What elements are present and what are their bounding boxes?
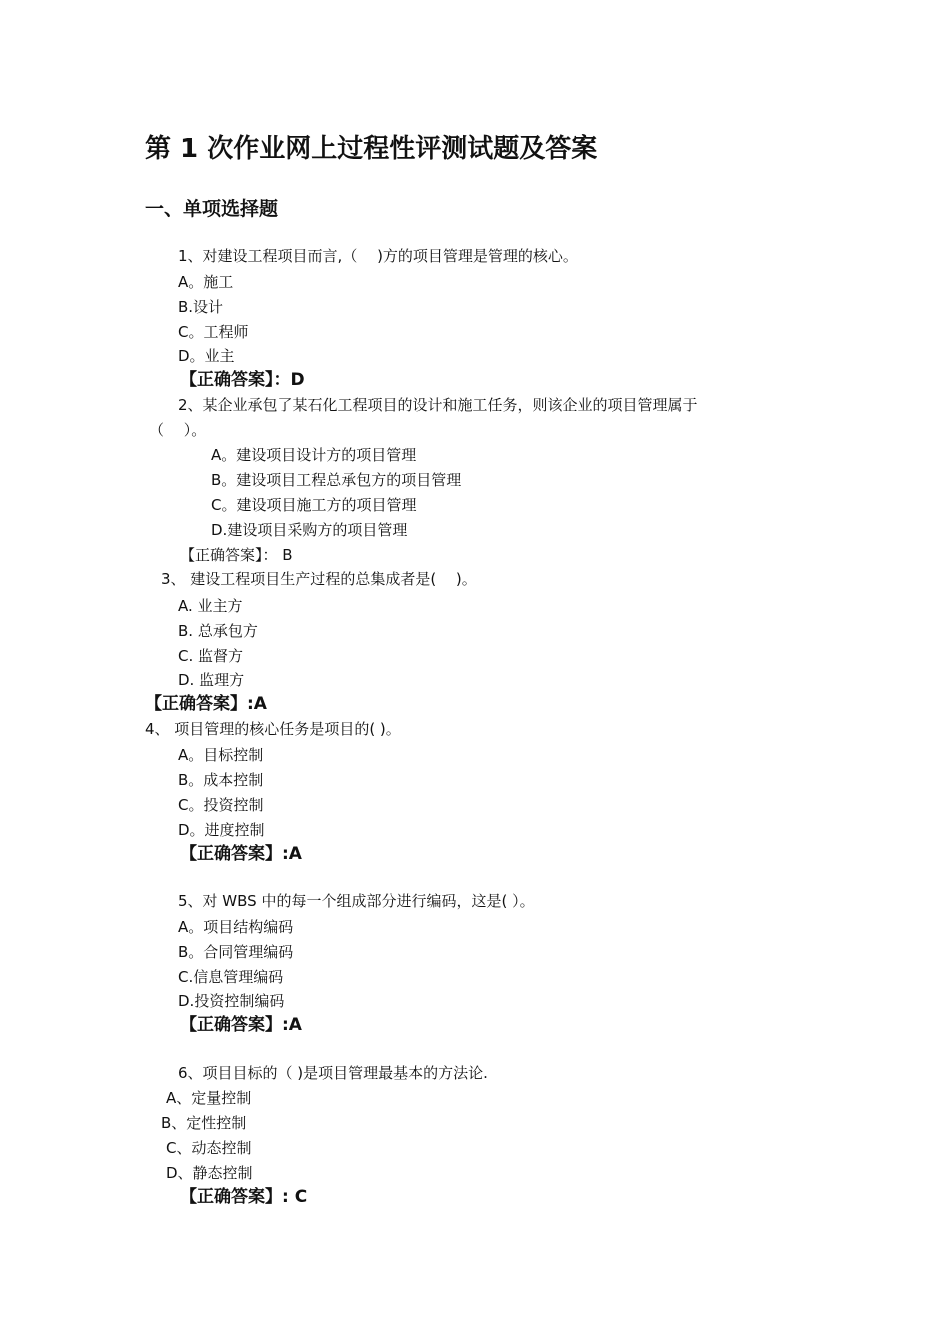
question-4-answer: 【正确答案】:A	[180, 844, 302, 864]
question-5-answer: 【正确答案】:A	[180, 1015, 302, 1035]
section-heading: 一、单项选择题	[145, 198, 279, 220]
question-5-option-a: A。项目结构编码	[178, 918, 294, 936]
question-4-option-b: B。成本控制	[178, 771, 264, 789]
question-2-stem-continued: （ ）。	[149, 421, 207, 439]
question-5-option-c: C.信息管理编码	[178, 968, 284, 986]
question-4-stem: 4、 项目管理的核心任务是项目的( )。	[145, 720, 401, 738]
question-1-answer: 【正确答案】：D	[180, 370, 305, 390]
question-3-option-d: D. 监理方	[178, 671, 245, 689]
question-2-option-c: C。建设项目施工方的项目管理	[211, 496, 417, 514]
question-1-stem: 1、对建设工程项目而言,（ )方的项目管理是管理的核心。	[178, 247, 578, 265]
question-3-option-c: C. 监督方	[178, 647, 244, 665]
page-title: 第 1 次作业网上过程性评测试题及答案	[145, 134, 598, 164]
question-4-option-d: D。进度控制	[178, 821, 265, 839]
question-2-option-b: B。建设项目工程总承包方的项目管理	[211, 471, 462, 489]
question-3-option-a: A. 业主方	[178, 597, 243, 615]
question-6-option-b: B、定性控制	[161, 1114, 247, 1132]
question-1-option-c: C。工程师	[178, 323, 249, 341]
question-2-answer: 【正确答案】： B	[180, 546, 293, 564]
question-1-option-d: D。业主	[178, 347, 235, 365]
question-5-option-b: B。合同管理编码	[178, 943, 294, 961]
question-2-option-a: A。建设项目设计方的项目管理	[211, 446, 417, 464]
question-6-option-c: C、动态控制	[166, 1139, 252, 1157]
question-6-option-a: A、定量控制	[166, 1089, 252, 1107]
question-6-option-d: D、静态控制	[166, 1164, 253, 1182]
question-1-option-b: B.设计	[178, 298, 224, 316]
question-2-stem: 2、某企业承包了某石化工程项目的设计和施工任务，则该企业的项目管理属于	[178, 396, 698, 414]
question-6-answer: 【正确答案】: C	[180, 1187, 308, 1207]
question-5-option-d: D.投资控制编码	[178, 992, 285, 1010]
question-2-option-d: D.建设项目采购方的项目管理	[211, 521, 408, 539]
question-1-option-a: A。施工	[178, 273, 234, 291]
question-4-option-c: C。投资控制	[178, 796, 264, 814]
question-3-stem: 3、 建设工程项目生产过程的总集成者是( )。	[161, 570, 477, 588]
question-3-option-b: B. 总承包方	[178, 622, 258, 640]
question-3-answer: 【正确答案】:A	[145, 694, 267, 714]
question-5-stem: 5、对 WBS 中的每一个组成部分进行编码，这是( ）。	[178, 892, 535, 910]
question-6-stem: 6、项目目标的（ )是项目管理最基本的方法论.	[178, 1064, 488, 1082]
question-4-option-a: A。目标控制	[178, 746, 264, 764]
